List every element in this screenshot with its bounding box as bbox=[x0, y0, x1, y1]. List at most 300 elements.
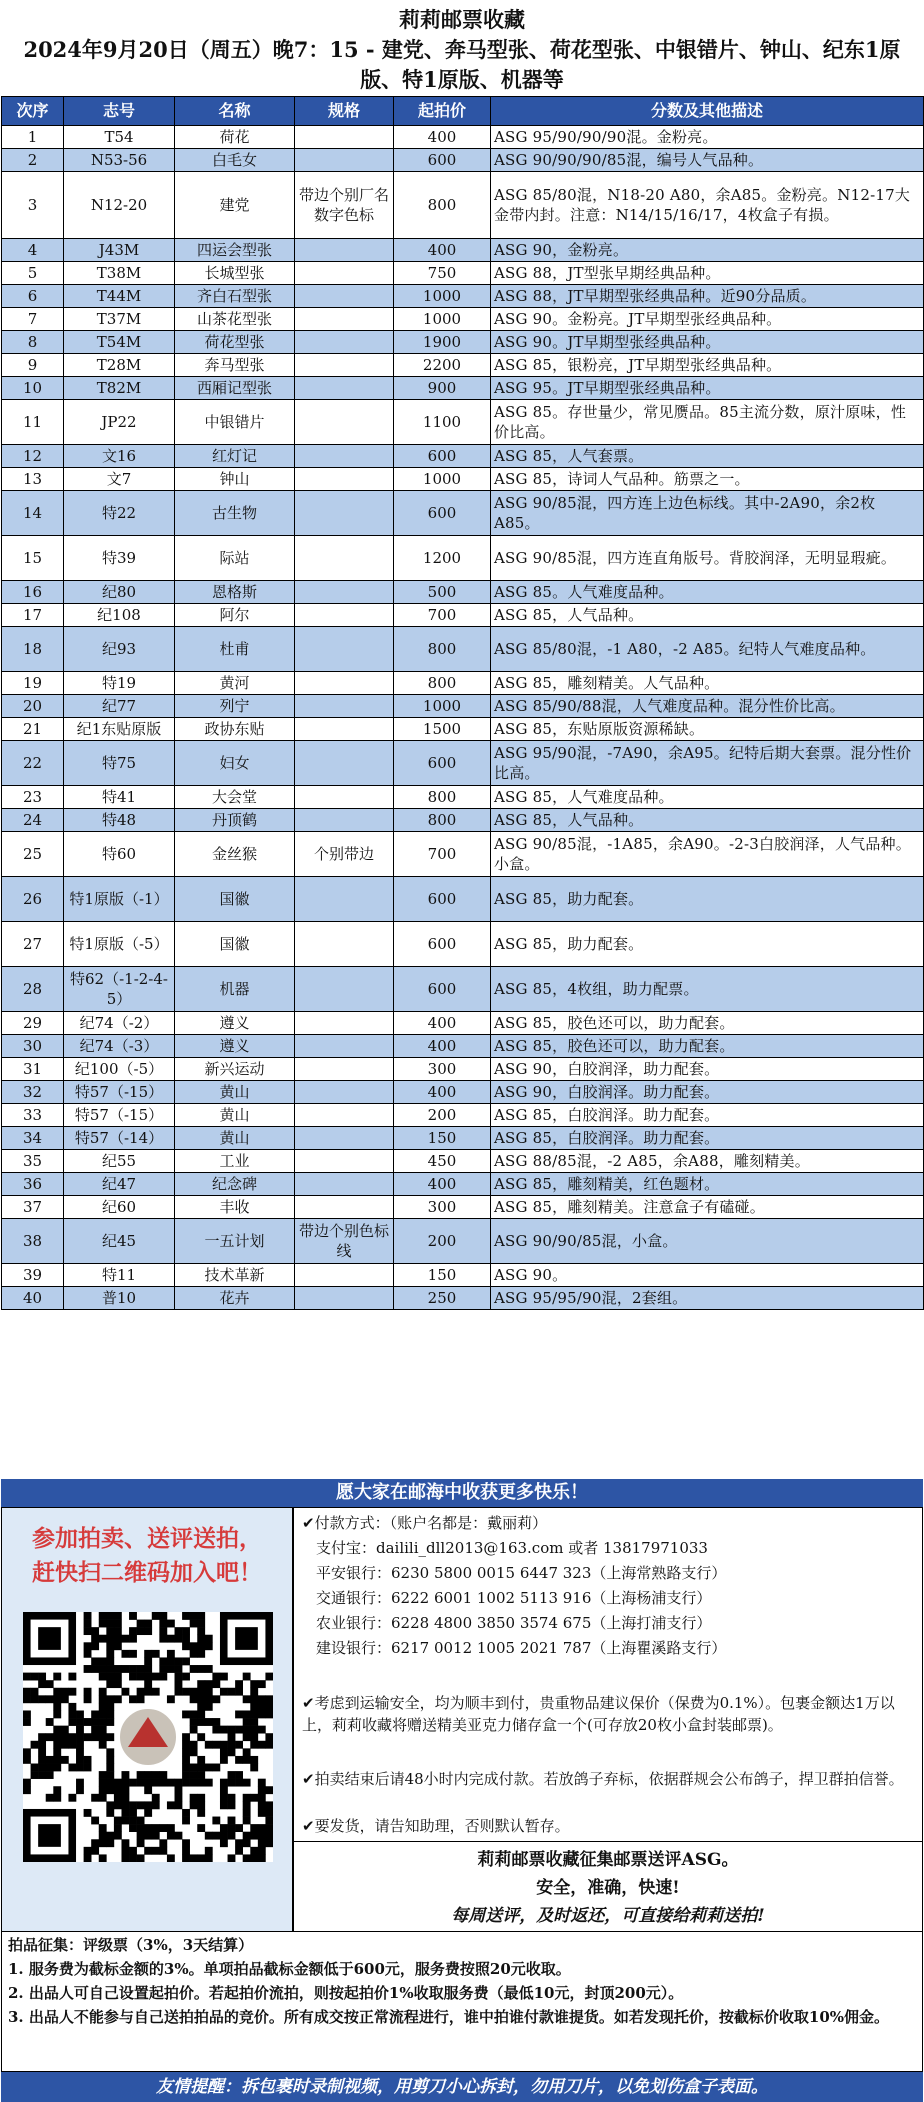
lot-no: 3 bbox=[2, 172, 64, 239]
lot-no: 17 bbox=[2, 604, 64, 627]
lot-name: 白毛女 bbox=[175, 149, 295, 172]
lot-name: 齐白石型张 bbox=[175, 285, 295, 308]
lot-code: JP22 bbox=[64, 400, 175, 445]
lot-code: 特60 bbox=[64, 832, 175, 877]
shipment-request-note: ✔要发货，请告知助理，否则默认暂存。 bbox=[302, 1817, 570, 1835]
lot-desc: ASG 85，人气品种。 bbox=[491, 809, 924, 832]
lot-no: 35 bbox=[2, 1150, 64, 1173]
lot-desc: ASG 88，JT型张早期经典品种。 bbox=[491, 262, 924, 285]
table-row bbox=[2, 149, 924, 172]
col-header-code: 志号 bbox=[64, 97, 175, 126]
table-row bbox=[2, 627, 924, 672]
lot-spec bbox=[295, 308, 394, 331]
lot-name: 黄河 bbox=[175, 672, 295, 695]
lot-name: 山茶花型张 bbox=[175, 308, 295, 331]
lot-no: 20 bbox=[2, 695, 64, 718]
lot-price: 400 bbox=[394, 239, 491, 262]
table-row bbox=[2, 832, 924, 877]
lot-no: 18 bbox=[2, 627, 64, 672]
lot-desc: ASG 85，东贴原版资源稀缺。 bbox=[491, 718, 924, 741]
lot-code: 文16 bbox=[64, 445, 175, 468]
table-row bbox=[2, 1058, 924, 1081]
lot-desc: ASG 85，胶色还可以，助力配套。 bbox=[491, 1035, 924, 1058]
lot-code: 特62（-1-2-4-5） bbox=[64, 967, 175, 1012]
table-row bbox=[2, 967, 924, 1012]
lot-name: 丹顶鹤 bbox=[175, 809, 295, 832]
table-row bbox=[2, 285, 924, 308]
lot-name: 国徽 bbox=[175, 922, 295, 967]
payment-deadline-note: ✔拍卖结束后请48小时内完成付款。若放鸽子弃标，依据群规会公布鸽子，捍卫群拍信誉。 bbox=[302, 1770, 904, 1788]
lot-desc: ASG 85。人气难度品种。 bbox=[491, 581, 924, 604]
lot-desc: ASG 90。JT早期型张经典品种。 bbox=[491, 331, 924, 354]
lot-price: 450 bbox=[394, 1150, 491, 1173]
table-row bbox=[2, 1196, 924, 1219]
lot-no: 6 bbox=[2, 285, 64, 308]
lot-name: 列宁 bbox=[175, 695, 295, 718]
lot-no: 9 bbox=[2, 354, 64, 377]
lot-name: 杜甫 bbox=[175, 627, 295, 672]
lot-desc: ASG 85，银粉亮，JT早期型张经典品种。 bbox=[491, 354, 924, 377]
table-row bbox=[2, 581, 924, 604]
lot-spec bbox=[295, 445, 394, 468]
table-row bbox=[2, 1150, 924, 1173]
lot-price: 200 bbox=[394, 1104, 491, 1127]
table-row bbox=[2, 331, 924, 354]
auction-subtitle-line2: 版、特1原版、机器等 bbox=[360, 67, 564, 92]
lot-spec bbox=[295, 786, 394, 809]
lot-code: 纪74（-2） bbox=[64, 1012, 175, 1035]
lot-no: 4 bbox=[2, 239, 64, 262]
lot-spec bbox=[295, 400, 394, 445]
lot-no: 30 bbox=[2, 1035, 64, 1058]
table-row bbox=[2, 741, 924, 786]
lot-code: T54M bbox=[64, 331, 175, 354]
table-row bbox=[2, 718, 924, 741]
lot-spec bbox=[295, 1150, 394, 1173]
lot-code: 特39 bbox=[64, 536, 175, 581]
lot-code: 纪77 bbox=[64, 695, 175, 718]
lot-spec bbox=[295, 1104, 394, 1127]
alipay-line: 支付宝：dailili_dll2013@163.com 或者 13817971033 bbox=[316, 1539, 708, 1557]
slogan-line3: 每周送评，及时返还，可直接给莉莉送拍! bbox=[451, 1906, 765, 1926]
lot-desc: ASG 85，白胶润泽。助力配套。 bbox=[491, 1127, 924, 1150]
lot-price: 1900 bbox=[394, 331, 491, 354]
lot-desc: ASG 85。存世量少，常见赝品。85主流分数，原汁原味，性价比高。 bbox=[491, 400, 924, 445]
lot-name: 黄山 bbox=[175, 1127, 295, 1150]
lot-code: N53-56 bbox=[64, 149, 175, 172]
lot-code: T37M bbox=[64, 308, 175, 331]
lot-spec bbox=[295, 468, 394, 491]
lot-desc: ASG 90。金粉亮。JT早期型张经典品种。 bbox=[491, 308, 924, 331]
lot-code: J43M bbox=[64, 239, 175, 262]
lot-spec bbox=[295, 809, 394, 832]
shipping-note: ✔考虑到运输安全，均为顺丰到付，贵重物品建议保价（保费为0.1%）。包裹金额达1万以上，莉莉收藏将赠送精美亚克力储存盒一个(可存放20枚小盒封装邮票)。 bbox=[302, 1694, 895, 1734]
lot-code: 纪93 bbox=[64, 627, 175, 672]
lot-no: 23 bbox=[2, 786, 64, 809]
lot-price: 150 bbox=[394, 1264, 491, 1287]
lot-name: 黄山 bbox=[175, 1104, 295, 1127]
payment-heading: ✔付款方式：（账户名都是：戴丽莉） bbox=[302, 1514, 548, 1532]
lot-code: 纪74（-3） bbox=[64, 1035, 175, 1058]
join-panel bbox=[1, 1507, 293, 1932]
lot-name: 国徽 bbox=[175, 877, 295, 922]
lot-no: 26 bbox=[2, 877, 64, 922]
lot-price: 1000 bbox=[394, 468, 491, 491]
table-header-row bbox=[2, 97, 924, 126]
lot-code: T38M bbox=[64, 262, 175, 285]
lot-spec bbox=[295, 741, 394, 786]
lot-no: 22 bbox=[2, 741, 64, 786]
lot-desc: ASG 85，4枚组，助力配票。 bbox=[491, 967, 924, 1012]
lot-code: 特57（-15） bbox=[64, 1104, 175, 1127]
col-header-spec: 规格 bbox=[295, 97, 394, 126]
lot-no: 21 bbox=[2, 718, 64, 741]
lot-no: 16 bbox=[2, 581, 64, 604]
join-text-line2: 赶快扫二维码加入吧！ bbox=[32, 1559, 262, 1586]
lot-code: 纪45 bbox=[64, 1219, 175, 1264]
lot-code: 特41 bbox=[64, 786, 175, 809]
lot-price: 600 bbox=[394, 922, 491, 967]
lot-price: 500 bbox=[394, 581, 491, 604]
consignment-rules bbox=[1, 1932, 923, 2072]
table-row bbox=[2, 536, 924, 581]
lot-desc: ASG 88，JT早期型张经典品种。近90分品质。 bbox=[491, 285, 924, 308]
table-row bbox=[2, 445, 924, 468]
rule-item: 3. 出品人不能参与自己送拍拍品的竞价。所有成交按正常流程进行，谁中拍谁付款谁提货。如若发现托价，按截标价收取10%佣金。 bbox=[8, 2008, 890, 2026]
lot-desc: ASG 90/85混，四方连直角版号。背胶润泽，无明显瑕疵。 bbox=[491, 536, 924, 581]
lot-price: 750 bbox=[394, 262, 491, 285]
lot-name: 政协东贴 bbox=[175, 718, 295, 741]
footer-reminder: 友情提醒：拆包裹时录制视频，用剪刀小心拆封，勿用刀片，以免划伤盒子表面。 bbox=[1, 2072, 923, 2102]
lot-price: 400 bbox=[394, 1081, 491, 1104]
lot-spec: 带边个别厂名数字色标 bbox=[295, 172, 394, 239]
table-row bbox=[2, 877, 924, 922]
lot-spec bbox=[295, 1081, 394, 1104]
lot-spec bbox=[295, 377, 394, 400]
lot-desc: ASG 90。 bbox=[491, 1264, 924, 1287]
table-row bbox=[2, 922, 924, 967]
table-row bbox=[2, 400, 924, 445]
lot-desc: ASG 90，白胶润泽。助力配套。 bbox=[491, 1081, 924, 1104]
auction-subtitle-line1: 2024年9月20日（周五）晚7：15 - 建党、奔马型张、荷花型张、中银错片、钟山、纪东1原 bbox=[23, 37, 901, 62]
rules-heading: 拍品征集：评级票（3%，3天结算） bbox=[8, 1936, 254, 1954]
lot-name: 四运会型张 bbox=[175, 239, 295, 262]
lot-code: 纪60 bbox=[64, 1196, 175, 1219]
lot-price: 400 bbox=[394, 1035, 491, 1058]
lot-spec: 个别带边 bbox=[295, 832, 394, 877]
lot-no: 2 bbox=[2, 149, 64, 172]
lot-spec bbox=[295, 877, 394, 922]
lot-desc: ASG 85，人气品种。 bbox=[491, 604, 924, 627]
lot-price: 800 bbox=[394, 672, 491, 695]
lot-name: 遵义 bbox=[175, 1012, 295, 1035]
lot-code: 特57（-14） bbox=[64, 1127, 175, 1150]
table-row bbox=[2, 239, 924, 262]
lot-desc: ASG 85/80混，N18-20 A80，余A85。金粉亮。N12-17大金带内封。注意：N14/15/16/17，4枚盒子有损。 bbox=[491, 172, 924, 239]
table-row bbox=[2, 1173, 924, 1196]
lot-no: 37 bbox=[2, 1196, 64, 1219]
lot-code: 特57（-15） bbox=[64, 1081, 175, 1104]
lot-code: 特11 bbox=[64, 1264, 175, 1287]
lot-desc: ASG 85，人气套票。 bbox=[491, 445, 924, 468]
lot-name: 中银错片 bbox=[175, 400, 295, 445]
lot-desc: ASG 90/90/90/85混，编号人气品种。 bbox=[491, 149, 924, 172]
lots-table bbox=[1, 96, 924, 1310]
lot-no: 25 bbox=[2, 832, 64, 877]
table-row bbox=[2, 1012, 924, 1035]
rule-item: 2. 出品人可自己设置起拍价。若起拍价流拍，则按起拍价1%收取服务费（最低10元，封顶200元）。 bbox=[8, 1984, 684, 2002]
bank-line: 建设银行：6217 0012 1005 2021 787（上海瞿溪路支行） bbox=[316, 1639, 727, 1657]
lot-name: 工业 bbox=[175, 1150, 295, 1173]
lot-no: 40 bbox=[2, 1287, 64, 1310]
lot-name: 技术革新 bbox=[175, 1264, 295, 1287]
table-row bbox=[2, 786, 924, 809]
lot-no: 5 bbox=[2, 262, 64, 285]
lot-name: 红灯记 bbox=[175, 445, 295, 468]
lot-spec bbox=[295, 239, 394, 262]
lot-name: 花卉 bbox=[175, 1287, 295, 1310]
lot-no: 34 bbox=[2, 1127, 64, 1150]
lot-no: 13 bbox=[2, 468, 64, 491]
lot-desc: ASG 85，助力配套。 bbox=[491, 877, 924, 922]
lot-spec bbox=[295, 1035, 394, 1058]
lot-no: 15 bbox=[2, 536, 64, 581]
col-header-desc: 分数及其他描述 bbox=[491, 97, 924, 126]
lot-price: 700 bbox=[394, 604, 491, 627]
slogan-line2: 安全，准确，快速! bbox=[536, 1878, 680, 1898]
lot-name: 荷花型张 bbox=[175, 331, 295, 354]
lot-desc: ASG 90，白胶润泽，助力配套。 bbox=[491, 1058, 924, 1081]
lot-desc: ASG 85，雕刻精美，红色题材。 bbox=[491, 1173, 924, 1196]
lot-code: 特19 bbox=[64, 672, 175, 695]
lot-no: 14 bbox=[2, 491, 64, 536]
lot-spec bbox=[295, 1127, 394, 1150]
lot-price: 300 bbox=[394, 1058, 491, 1081]
lot-spec bbox=[295, 331, 394, 354]
lot-price: 1100 bbox=[394, 400, 491, 445]
table-row bbox=[2, 1264, 924, 1287]
lot-no: 8 bbox=[2, 331, 64, 354]
slogan-line1: 莉莉邮票收藏征集邮票送评ASG。 bbox=[477, 1850, 739, 1870]
table-row bbox=[2, 354, 924, 377]
lot-code: 纪108 bbox=[64, 604, 175, 627]
lot-desc: ASG 88/85混，-2 A85，余A88，雕刻精美。 bbox=[491, 1150, 924, 1173]
lot-name: 建党 bbox=[175, 172, 295, 239]
lot-price: 1000 bbox=[394, 308, 491, 331]
lot-code: T28M bbox=[64, 354, 175, 377]
lot-name: 钟山 bbox=[175, 468, 295, 491]
lot-desc: ASG 85，人气难度品种。 bbox=[491, 786, 924, 809]
grading-slogan bbox=[293, 1842, 923, 1932]
lot-price: 400 bbox=[394, 1012, 491, 1035]
rule-item: 1. 服务费为截标金额的3%。单项拍品截标金额低于600元，服务费按照20元收取。 bbox=[8, 1960, 571, 1978]
lot-spec bbox=[295, 581, 394, 604]
lot-spec bbox=[295, 1196, 394, 1219]
table-row bbox=[2, 695, 924, 718]
lot-spec bbox=[295, 967, 394, 1012]
table-row bbox=[2, 377, 924, 400]
lot-spec bbox=[295, 126, 394, 149]
lot-price: 800 bbox=[394, 809, 491, 832]
lot-price: 400 bbox=[394, 1173, 491, 1196]
lot-price: 1200 bbox=[394, 536, 491, 581]
lot-code: 纪47 bbox=[64, 1173, 175, 1196]
table-row bbox=[2, 604, 924, 627]
lot-name: 阿尔 bbox=[175, 604, 295, 627]
lot-spec bbox=[295, 149, 394, 172]
join-text-line1: 参加拍卖、送评送拍， bbox=[32, 1525, 262, 1552]
table-row bbox=[2, 1219, 924, 1264]
col-header-no: 次序 bbox=[2, 97, 64, 126]
lot-name: 遵义 bbox=[175, 1035, 295, 1058]
col-header-price: 起拍价 bbox=[394, 97, 491, 126]
lot-spec bbox=[295, 1287, 394, 1310]
lot-name: 西厢记型张 bbox=[175, 377, 295, 400]
lot-no: 29 bbox=[2, 1012, 64, 1035]
payment-panel bbox=[293, 1507, 923, 1842]
lot-price: 600 bbox=[394, 445, 491, 468]
lot-desc: ASG 85/80混，-1 A80，-2 A85。纪特人气难度品种。 bbox=[491, 627, 924, 672]
lot-spec bbox=[295, 922, 394, 967]
lot-desc: ASG 95/90/90/90混。金粉亮。 bbox=[491, 126, 924, 149]
lot-spec bbox=[295, 1012, 394, 1035]
lot-desc: ASG 85，胶色还可以，助力配套。 bbox=[491, 1012, 924, 1035]
table-row bbox=[2, 126, 924, 149]
col-header-name: 名称 bbox=[175, 97, 295, 126]
lot-price: 200 bbox=[394, 1219, 491, 1264]
lot-spec bbox=[295, 1264, 394, 1287]
lot-price: 300 bbox=[394, 1196, 491, 1219]
lot-desc: ASG 90/90/85混，小盒。 bbox=[491, 1219, 924, 1264]
lot-price: 1500 bbox=[394, 718, 491, 741]
lot-price: 150 bbox=[394, 1127, 491, 1150]
lot-desc: ASG 95/95/90混，2套组。 bbox=[491, 1287, 924, 1310]
lots-body bbox=[2, 126, 924, 1310]
lot-code: 特75 bbox=[64, 741, 175, 786]
lot-no: 33 bbox=[2, 1104, 64, 1127]
lot-name: 大会堂 bbox=[175, 786, 295, 809]
lot-no: 28 bbox=[2, 967, 64, 1012]
table-row bbox=[2, 468, 924, 491]
lot-no: 10 bbox=[2, 377, 64, 400]
lot-price: 2200 bbox=[394, 354, 491, 377]
lot-no: 31 bbox=[2, 1058, 64, 1081]
lot-desc: ASG 85，助力配套。 bbox=[491, 922, 924, 967]
lot-spec bbox=[295, 1173, 394, 1196]
lot-code: 普10 bbox=[64, 1287, 175, 1310]
lot-name: 恩格斯 bbox=[175, 581, 295, 604]
lot-name: 黄山 bbox=[175, 1081, 295, 1104]
lot-code: 纪55 bbox=[64, 1150, 175, 1173]
lot-spec bbox=[295, 672, 394, 695]
lot-no: 32 bbox=[2, 1081, 64, 1104]
table-row bbox=[2, 1035, 924, 1058]
lot-desc: ASG 85，诗词人气品种。筋票之一。 bbox=[491, 468, 924, 491]
table-row bbox=[2, 262, 924, 285]
lot-desc: ASG 85，雕刻精美。人气品种。 bbox=[491, 672, 924, 695]
lot-name: 妇女 bbox=[175, 741, 295, 786]
lot-no: 1 bbox=[2, 126, 64, 149]
bank-line: 农业银行：6228 4800 3850 3574 675（上海打浦支行） bbox=[316, 1614, 712, 1632]
lot-code: 纪1东贴原版 bbox=[64, 718, 175, 741]
lot-no: 11 bbox=[2, 400, 64, 445]
lot-code: 特1原版（-5） bbox=[64, 922, 175, 967]
lot-price: 250 bbox=[394, 1287, 491, 1310]
lot-name: 纪念碑 bbox=[175, 1173, 295, 1196]
table-row bbox=[2, 809, 924, 832]
wish-banner: 愿大家在邮海中收获更多快乐！ bbox=[1, 1479, 923, 1507]
lot-desc: ASG 85/90/88混，人气难度品种。混分性价比高。 bbox=[491, 695, 924, 718]
lot-price: 600 bbox=[394, 967, 491, 1012]
lot-spec bbox=[295, 695, 394, 718]
bank-line: 交通银行：6222 6001 1002 5113 916（上海杨浦支行） bbox=[316, 1589, 712, 1607]
lot-no: 27 bbox=[2, 922, 64, 967]
lot-price: 1000 bbox=[394, 695, 491, 718]
lot-desc: ASG 95。JT早期型张经典品种。 bbox=[491, 377, 924, 400]
lot-desc: ASG 85，雕刻精美。注意盒子有磕碰。 bbox=[491, 1196, 924, 1219]
lot-name: 一五计划 bbox=[175, 1219, 295, 1264]
lot-no: 12 bbox=[2, 445, 64, 468]
lot-no: 7 bbox=[2, 308, 64, 331]
lot-spec bbox=[295, 604, 394, 627]
qr-code-icon[interactable] bbox=[23, 1612, 273, 1862]
lot-desc: ASG 95/90混，-7A90，余A95。纪特后期大套票。混分性价比高。 bbox=[491, 741, 924, 786]
table-row bbox=[2, 1287, 924, 1310]
lot-spec bbox=[295, 262, 394, 285]
page-title: 莉莉邮票收藏 bbox=[399, 7, 525, 32]
lot-price: 800 bbox=[394, 786, 491, 809]
lot-price: 400 bbox=[394, 126, 491, 149]
lot-name: 际站 bbox=[175, 536, 295, 581]
table-row bbox=[2, 672, 924, 695]
lot-no: 38 bbox=[2, 1219, 64, 1264]
lot-price: 600 bbox=[394, 741, 491, 786]
table-row bbox=[2, 172, 924, 239]
lot-spec: 带边个别色标线 bbox=[295, 1219, 394, 1264]
lot-code: 特48 bbox=[64, 809, 175, 832]
lot-price: 900 bbox=[394, 377, 491, 400]
lot-no: 36 bbox=[2, 1173, 64, 1196]
lot-spec bbox=[295, 1058, 394, 1081]
lot-name: 新兴运动 bbox=[175, 1058, 295, 1081]
lot-spec bbox=[295, 354, 394, 377]
lot-code: 文7 bbox=[64, 468, 175, 491]
lot-name: 机器 bbox=[175, 967, 295, 1012]
lot-name: 奔马型张 bbox=[175, 354, 295, 377]
lot-price: 600 bbox=[394, 491, 491, 536]
lot-name: 丰收 bbox=[175, 1196, 295, 1219]
table-row bbox=[2, 491, 924, 536]
lot-desc: ASG 90，金粉亮。 bbox=[491, 239, 924, 262]
lot-no: 24 bbox=[2, 809, 64, 832]
lot-price: 600 bbox=[394, 877, 491, 922]
lot-spec bbox=[295, 627, 394, 672]
table-row bbox=[2, 308, 924, 331]
lot-price: 1000 bbox=[394, 285, 491, 308]
table-row bbox=[2, 1127, 924, 1150]
lot-code: 特1原版（-1） bbox=[64, 877, 175, 922]
lot-code: T54 bbox=[64, 126, 175, 149]
lot-desc: ASG 85，白胶润泽。助力配套。 bbox=[491, 1104, 924, 1127]
lot-name: 金丝猴 bbox=[175, 832, 295, 877]
lot-desc: ASG 90/85混，四方连上边色标线。其中-2A90，余2枚A85。 bbox=[491, 491, 924, 536]
lot-code: N12-20 bbox=[64, 172, 175, 239]
lot-code: 纪80 bbox=[64, 581, 175, 604]
lot-code: T44M bbox=[64, 285, 175, 308]
lot-price: 600 bbox=[394, 149, 491, 172]
table-row bbox=[2, 1081, 924, 1104]
page-header bbox=[0, 0, 924, 96]
